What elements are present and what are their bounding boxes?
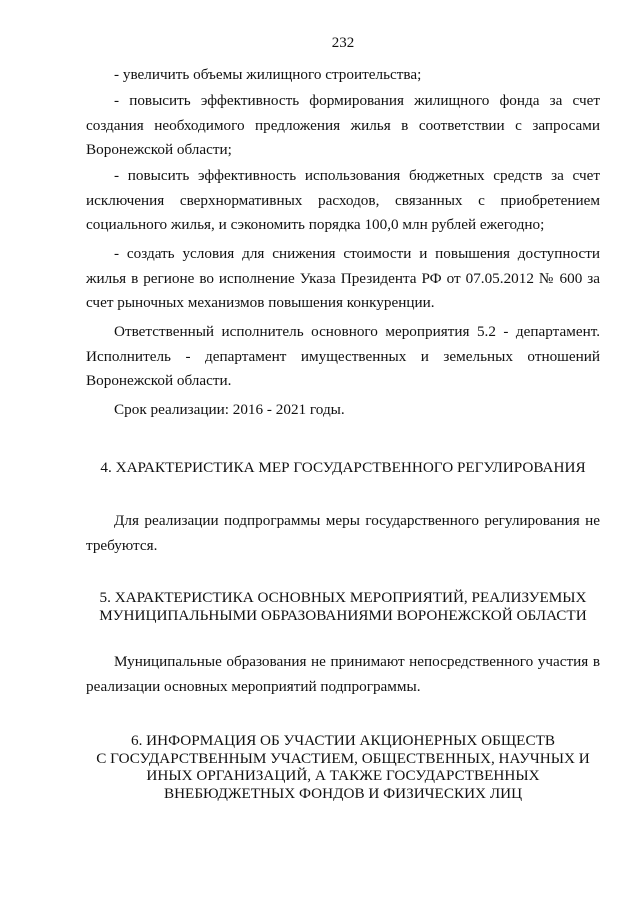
- paragraph-housing-fund-efficiency: - повысить эффективность формирования жилищного фонда за счет создания необходимого предложения жилья в соответствии с запросами Воронежской области;: [86, 92, 600, 159]
- section-6-heading: [86, 732, 600, 802]
- section-6-heading-line-4: ВНЕБЮДЖЕТНЫХ ФОНДОВ И ФИЗИЧЕСКИХ ЛИЦ: [163, 784, 523, 802]
- section-6-heading-line-1: 6. ИНФОРМАЦИЯ ОБ УЧАСТИИ АКЦИОНЕРНЫХ ОБЩЕСТВ: [130, 732, 555, 749]
- section-6-heading-line-3: ИНЫХ ОРГАНИЗАЦИЙ, А ТАКЖЕ ГОСУДАРСТВЕННЫХ: [146, 767, 540, 784]
- section-5-text: Муниципальные образования не принимают непосредственного участия в реализации основных мероприятий подпрограммы.: [86, 653, 600, 695]
- paragraph-budget-efficiency: - повысить эффективность использования бюджетных средств за счет исключения сверхнормативных расходов, связанных с приобретением социального жилья, и сэкономить порядка 100,0 млн рублей ежегодно;: [86, 167, 600, 234]
- section-6-heading-line-2: С ГОСУДАРСТВЕННЫМ УЧАСТИЕМ, ОБЩЕСТВЕННЫХ, НАУЧНЫХ И: [96, 749, 590, 767]
- section-4-heading-line: 4. ХАРАКТЕРИСТИКА МЕР ГОСУДАРСТВЕННОГО РЕГУЛИРОВАНИЯ: [100, 459, 586, 476]
- section-5-heading: [86, 589, 600, 624]
- section-4-heading: [86, 459, 600, 477]
- paragraph-responsible-executor: Ответственный исполнитель основного мероприятия 5.2 - департамент. Исполнитель - департамент имущественных и земельных отношений Воронежской области.: [86, 323, 600, 390]
- section-4-text: Для реализации подпрограммы меры государственного регулирования не требуются.: [86, 512, 600, 554]
- page-number: 232: [331, 35, 355, 51]
- section-5-heading-line-1: 5. ХАРАКТЕРИСТИКА ОСНОВНЫХ МЕРОПРИЯТИЙ, РЕАЛИЗУЕМЫХ: [99, 589, 587, 606]
- section-5-heading-line-2: МУНИЦИПАЛЬНЫМИ ОБРАЗОВАНИЯМИ ВОРОНЕЖСКОЙ ОБЛАСТИ: [99, 606, 587, 624]
- paragraph-increase-construction: - увеличить объемы жилищного строительства;: [114, 66, 422, 83]
- paragraph-affordability: - создать условия для снижения стоимости и повышения доступности жилья в регионе во исполнение Указа Президента РФ от 07.05.2012 № 600 за счет рыночных механизмов повышения конкуренции.: [86, 245, 600, 312]
- paragraph-implementation-period: Срок реализации: 2016 - 2021 годы.: [114, 401, 345, 418]
